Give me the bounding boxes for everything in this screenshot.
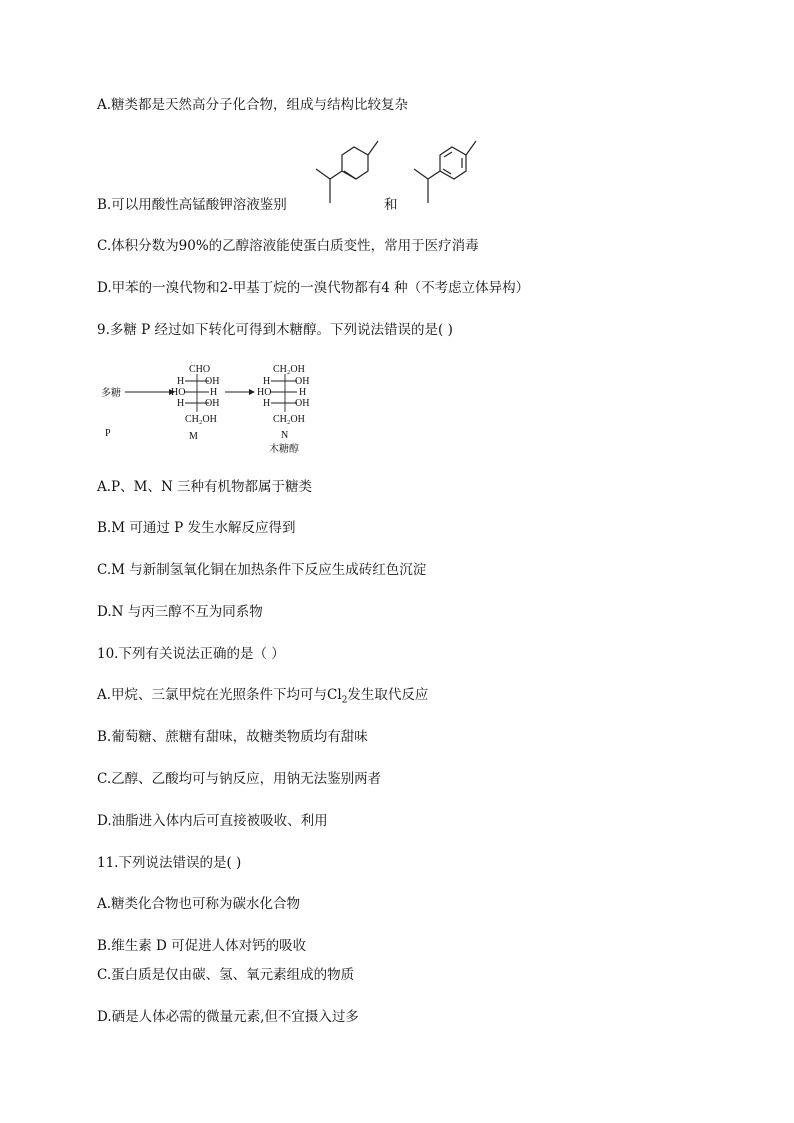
xylitol-scheme xyxy=(97,360,337,460)
cyclohexene-structure-1 xyxy=(302,135,382,210)
q10-option-c: C.乙醇、乙酸均可与钠反应，用钠无法鉴别两者 xyxy=(97,771,382,787)
svg-text:H: H xyxy=(263,376,271,387)
svg-text:H: H xyxy=(177,398,185,409)
q11-option-c: C.蛋白质是仅由碳、氢、氧元素组成的物质 xyxy=(97,967,355,983)
scheme-m-label: M xyxy=(189,431,198,442)
scheme-p-label: P xyxy=(105,428,111,439)
q8-option-c: C.体积分数为90%的乙醇溶液能使蛋白质变性，常用于医疗消毒 xyxy=(97,238,479,254)
svg-text:H: H xyxy=(299,387,307,398)
m-bottom: CH₂OH xyxy=(185,414,217,425)
svg-text:OH: OH xyxy=(205,376,220,387)
q11-option-a: A.糖类化合物也可称为碳水化合物 xyxy=(97,896,301,912)
q10-option-b: B.葡萄糖、蔗糖有甜味，故糖类物质均有甜味 xyxy=(97,729,368,745)
q9-option-d: D.N 与丙三醇不互为同系物 xyxy=(97,604,263,620)
svg-text:OH: OH xyxy=(205,398,220,409)
q9-stem: 9.多糖 P 经过如下转化可得到木糖醇。下列说法错误的是( ) xyxy=(97,322,453,338)
n-bottom: CH₂OH xyxy=(273,414,305,425)
svg-text:H: H xyxy=(177,376,185,387)
q8-option-d: D.甲苯的一溴代物和2-甲基丁烷的一溴代物都有4 种（不考虑立体异构） xyxy=(97,280,530,296)
svg-text:H: H xyxy=(263,398,271,409)
q10-stem: 10.下列有关说法正确的是（ ） xyxy=(97,646,285,662)
svg-text:HO: HO xyxy=(171,387,186,398)
scheme-start-label: 多糖 xyxy=(101,388,121,399)
benzene-structure-2 xyxy=(400,135,480,210)
n-top: CH₂OH xyxy=(273,364,305,375)
q8-option-b-and: 和 xyxy=(384,197,398,213)
q11-option-b: B.维生素 D 可促进人体对钙的吸收 xyxy=(97,938,307,954)
q9-option-a: A.P、M、N 三种有机物都属于糖类 xyxy=(97,479,313,495)
q8-option-b-prefix: B.可以用酸性高锰酸钾溶液鉴别 xyxy=(97,197,287,213)
svg-text:OH: OH xyxy=(295,398,310,409)
q10-option-a: A.甲烷、三氯甲烷在光照条件下均可与$Cl_2$发生取代反应 xyxy=(97,687,429,706)
svg-text:OH: OH xyxy=(295,376,310,387)
m-top: CHO xyxy=(189,364,211,375)
svg-text:HO: HO xyxy=(257,387,272,398)
q8-option-a: A.糖类都是天然高分子化合物，组成与结构比较复杂 xyxy=(97,97,409,113)
q11-option-d: D.硒是人体必需的微量元素,但不宜摄入过多 xyxy=(97,1009,359,1025)
svg-text:H: H xyxy=(210,387,218,398)
scheme-n-name: 木糖醇 xyxy=(269,444,299,455)
q9-option-c: C.M 与新制氢氧化铜在加热条件下反应生成砖红色沉淀 xyxy=(97,562,427,578)
q11-stem: 11.下列说法错误的是( ) xyxy=(97,855,242,871)
q10-option-d: D.油脂进入体内后可直接被吸收、利用 xyxy=(97,813,328,829)
scheme-n-label: N xyxy=(281,430,289,441)
q9-option-b: B.M 可通过 P 发生水解反应得到 xyxy=(97,520,296,536)
q8-option-b-text xyxy=(97,196,287,214)
